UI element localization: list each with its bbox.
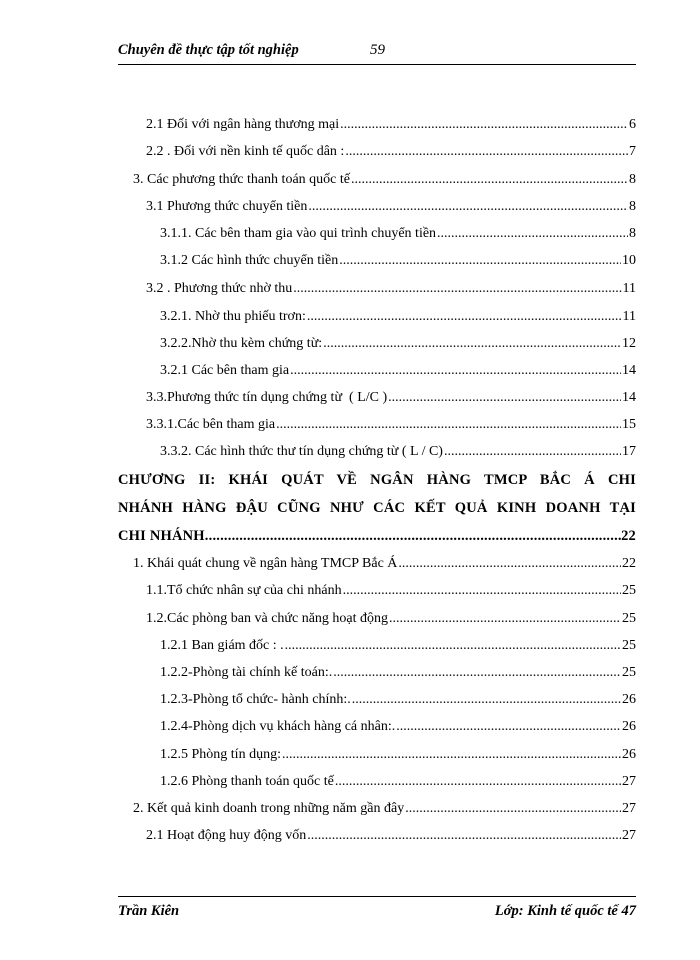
toc-entry-page: 27 [622, 774, 636, 789]
toc-entry-page: 15 [622, 417, 636, 432]
toc-entry[interactable] [160, 331, 636, 357]
toc-entry-label: 1.1.Tổ chức nhân sự của chi nhánh [146, 583, 342, 598]
chapter-page: 22 [621, 528, 636, 544]
toc-entry[interactable] [160, 221, 636, 247]
toc-entry-page: 26 [622, 719, 636, 734]
toc-entry-label: 1.2.5 Phòng tín dụng: [160, 747, 281, 762]
toc-entry-page: 25 [622, 665, 636, 680]
toc-entry[interactable] [146, 606, 636, 632]
toc-entry[interactable] [146, 194, 636, 220]
toc-leader-dots [290, 358, 621, 384]
toc-leader-dots [388, 385, 621, 411]
toc-leader-dots [398, 551, 621, 577]
toc-leader-dots [333, 660, 621, 686]
toc-entry-page: 26 [622, 692, 636, 707]
toc-leader-dots [340, 112, 628, 138]
toc-entry[interactable] [133, 167, 636, 193]
toc-entry[interactable] [160, 660, 636, 686]
toc-entry-label: 3.2.2.Nhờ thu kèm chứng từ: [160, 336, 323, 351]
toc-entry[interactable] [146, 823, 636, 849]
toc-leader-dots [345, 139, 628, 165]
toc-entry[interactable] [160, 304, 636, 330]
toc-entry[interactable] [146, 578, 636, 604]
toc-entry-label: 1.2.Các phòng ban và chức năng hoạt động [146, 611, 389, 626]
toc-entry[interactable] [133, 796, 636, 822]
toc-leader-dots [389, 606, 621, 632]
toc-leader-dots [339, 248, 621, 274]
toc-entry[interactable] [160, 439, 636, 465]
toc-entry[interactable] [146, 112, 636, 138]
toc-entry-page: 27 [622, 801, 636, 816]
toc-entry-label: 3.1 Phương thức chuyển tiền [146, 199, 308, 214]
toc-entry-label: 2.1 Hoạt động huy động vốn [146, 828, 307, 843]
toc-entry-label: 3.3.1.Các bên tham gia [146, 417, 276, 432]
toc-chapter-heading[interactable] [118, 466, 636, 550]
toc-entry-page: 26 [622, 747, 636, 762]
toc-entry-page: 25 [622, 638, 636, 653]
toc-entry[interactable] [160, 633, 636, 659]
toc-entry-label: 1.2.2-Phòng tài chính kế toán:. [160, 665, 333, 680]
chapter-line-3 [118, 522, 636, 550]
toc-leader-dots [352, 687, 621, 713]
toc-entry-label: 3. Các phương thức thanh toán quốc tế [133, 172, 350, 187]
toc-entry-page: 8 [629, 172, 636, 187]
toc-entry-page: 7 [629, 144, 636, 159]
toc-entry-label: 1.2.3-Phòng tổ chức- hành chính:. [160, 692, 351, 707]
toc-entry[interactable] [146, 139, 636, 165]
toc-leader-dots [285, 633, 621, 659]
toc-entry-page: 14 [622, 390, 636, 405]
toc-entry-page: 22 [622, 556, 636, 571]
toc-entry[interactable] [160, 769, 636, 795]
toc-entry-page: 12 [622, 336, 636, 351]
toc-entry-label: 3.3.2. Các hình thức thư tín dụng chứng từ ( L / C) [160, 444, 443, 459]
toc-entry[interactable] [146, 385, 636, 411]
toc-entry-page: 11 [622, 281, 636, 296]
toc-entry-label: 3.1.1. Các bên tham gia vào qui trình chuyển tiền [160, 226, 437, 241]
toc-leader-dots [282, 742, 621, 768]
toc-entry-label: 1.2.1 Ban giám đốc : . [160, 638, 284, 653]
toc-entry[interactable] [160, 248, 636, 274]
toc-leader-dots [335, 769, 621, 795]
toc-entry-page: 14 [622, 363, 636, 378]
page-number: 59 [370, 42, 385, 58]
toc-entry-label: 3.1.2 Các hình thức chuyển tiền [160, 253, 339, 268]
toc-leader-dots [307, 823, 621, 849]
toc-entry-page: 27 [622, 828, 636, 843]
toc-entry-label: 1.2.4-Phòng dịch vụ khách hàng cá nhân:. [160, 719, 396, 734]
toc-entry-page: 25 [622, 611, 636, 626]
toc-entry-label: 3.2 . Phương thức nhờ thu [146, 281, 293, 296]
toc-entry-label: 3.3.Phương thức tín dụng chứng từ ( L/C ) [146, 390, 388, 405]
toc-leader-dots [444, 439, 621, 465]
page-header [118, 40, 636, 65]
toc-leader-dots [323, 331, 621, 357]
chapter-line-1: CHƯƠNG II: KHÁI QUÁT VỀ NGÂN HÀNG TMCP BẮC Á CHI [118, 472, 636, 488]
toc-entry[interactable] [160, 687, 636, 713]
toc-entry[interactable] [160, 358, 636, 384]
toc-entry-page: 8 [629, 226, 636, 241]
toc-leader-dots [276, 412, 621, 438]
toc-entry[interactable] [146, 276, 636, 302]
chapter-line-3-label: CHI NHÁNH [118, 528, 205, 544]
toc-entry-page: 8 [629, 199, 636, 214]
toc-entry-label: 3.2.1 Các bên tham gia [160, 363, 290, 378]
toc-leader-dots [308, 194, 628, 220]
toc-entry-page: 6 [629, 117, 636, 132]
toc-leader-dots [405, 796, 621, 822]
toc-entry-page: 11 [622, 309, 636, 324]
footer-author: Trần Kiên [118, 903, 180, 919]
toc-leader-dots [205, 522, 621, 550]
toc-leader-dots [343, 578, 621, 604]
footer-class: Lớp: Kinh tế quốc tế 47 [494, 903, 636, 919]
toc-entry[interactable] [146, 412, 636, 438]
toc-entry-label: 1. Khái quát chung về ngân hàng TMCP Bắc Á [133, 556, 398, 571]
chapter-line-2: NHÁNH HÀNG ĐẬU CŨNG NHƯ CÁC KẾT QUẢ KINH DOANH TẠI [118, 500, 636, 516]
toc-entry[interactable] [133, 551, 636, 577]
page-footer [118, 896, 636, 919]
toc-entry-label: 3.2.1. Nhờ thu phiếu trơn: [160, 309, 306, 324]
toc-entry-label: 2. Kết quả kinh doanh trong những năm gần đây [133, 801, 405, 816]
toc-entry-label: 1.2.6 Phòng thanh toán quốc tế [160, 774, 334, 789]
toc-entry-label: 2.1 Đối với ngân hàng thương mại [146, 117, 340, 132]
document-title: Chuyên đề thực tập tốt nghiệp [118, 42, 299, 58]
toc-entry-page: 25 [622, 583, 636, 598]
toc-leader-dots [307, 304, 622, 330]
toc-entry[interactable] [160, 714, 636, 740]
toc-entry[interactable] [160, 742, 636, 768]
toc-entry-page: 10 [622, 253, 636, 268]
toc-leader-dots [396, 714, 621, 740]
toc-leader-dots [293, 276, 621, 302]
toc-entry-label: 2.2 . Đối với nền kinh tế quốc dân : [146, 144, 345, 159]
toc-leader-dots [351, 167, 628, 193]
toc-entry-page: 17 [622, 444, 636, 459]
toc-leader-dots [437, 221, 628, 247]
